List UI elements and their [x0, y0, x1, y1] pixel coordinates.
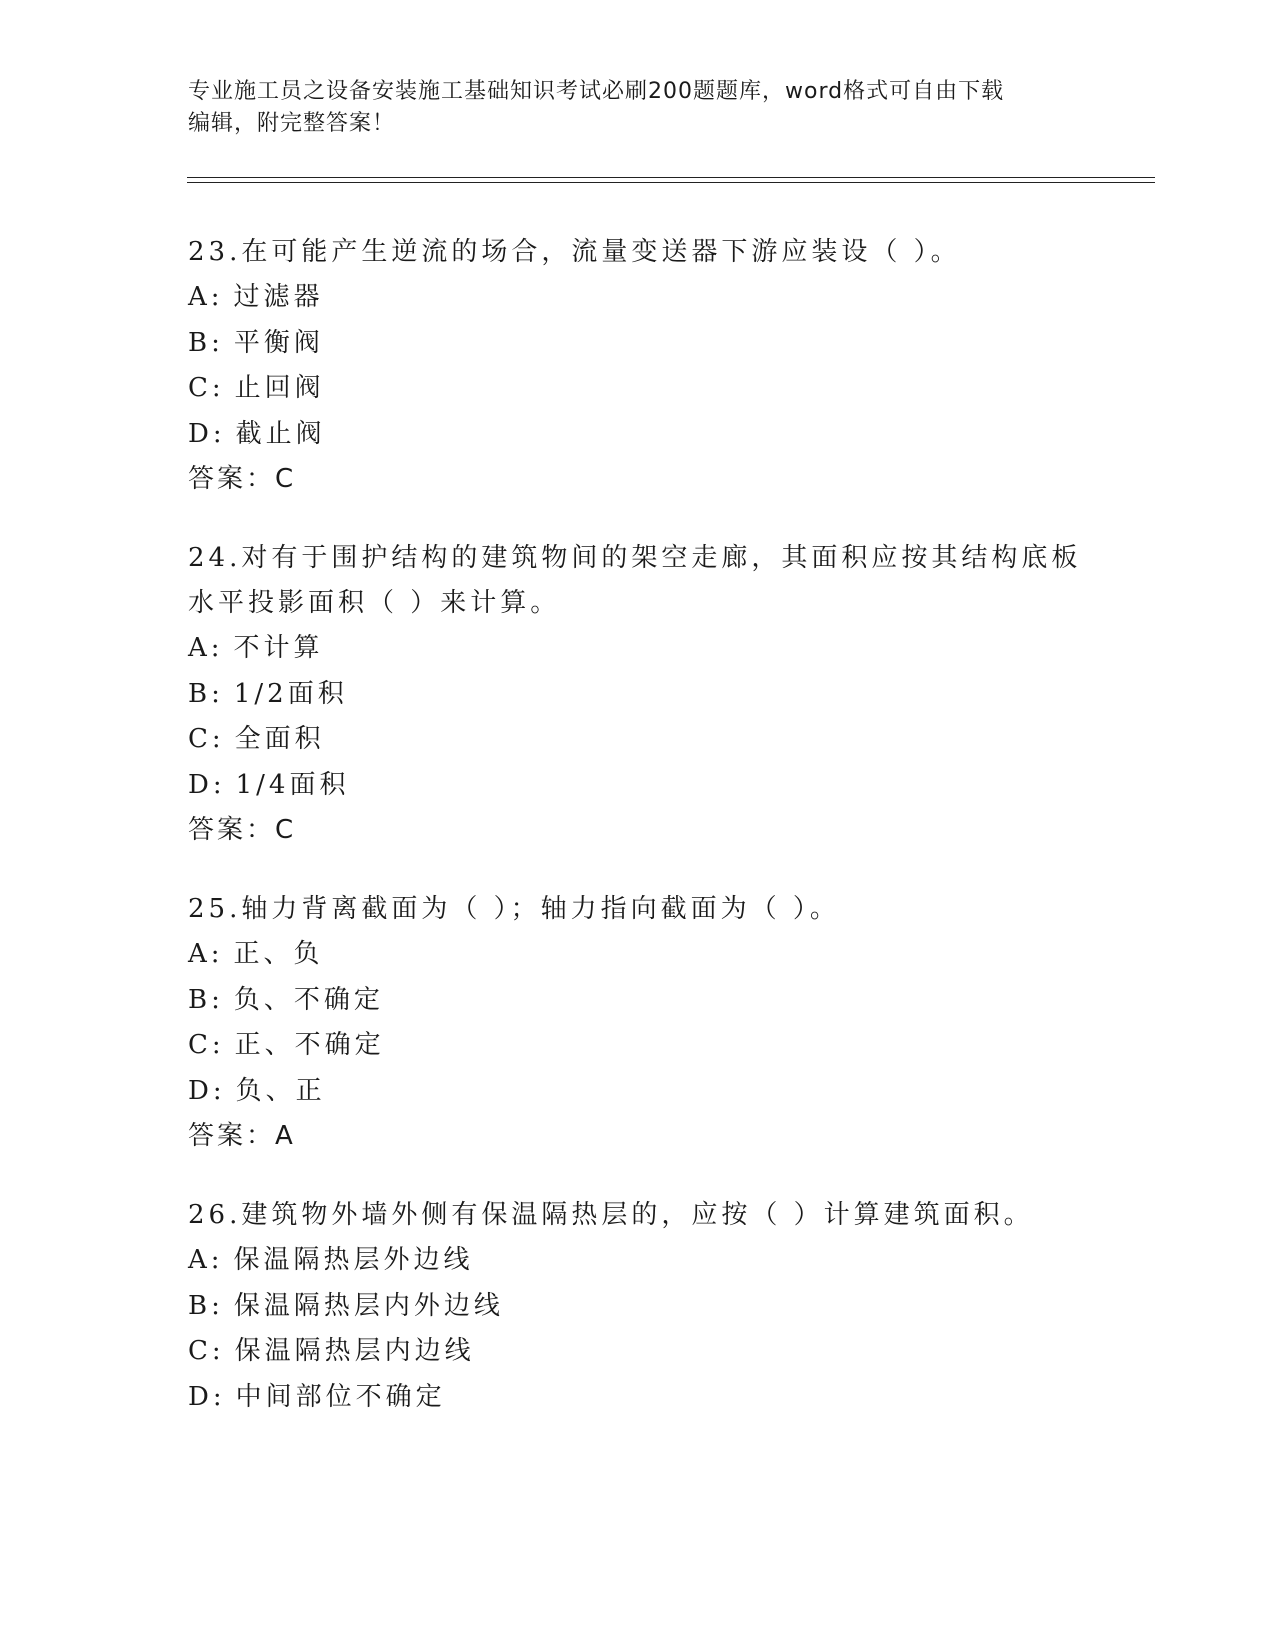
option-text: 保温隔热层内边线: [234, 1336, 475, 1366]
option-a: [188, 1238, 1088, 1284]
option-text: 保温隔热层内外边线: [233, 1290, 504, 1321]
option-d: [188, 1069, 1088, 1115]
question-23: [188, 230, 1088, 502]
option-text: 截止阀: [235, 418, 326, 449]
option-text: 正、负: [233, 939, 324, 969]
option-c: [188, 366, 1088, 412]
header-divider-top: [187, 177, 1155, 178]
header-title-line-1: 专业施工员之设备安装施工基础知识考试必刷200题题库，word格式可自由下载: [188, 79, 1005, 104]
option-text: 负、不确定: [233, 984, 384, 1015]
option-letter: C:: [188, 1030, 225, 1060]
option-letter: A:: [188, 282, 224, 312]
option-d: [188, 763, 1088, 809]
question-list: [188, 230, 1088, 1454]
question-stem: 25.轴力背离截面为（ ）；轴力指向截面为（ ）。: [188, 894, 840, 924]
option-text: 过滤器: [233, 282, 324, 312]
option-letter: A:: [188, 1245, 224, 1275]
option-letter: C:: [188, 373, 225, 403]
option-text: 平衡阀: [233, 327, 324, 358]
option-text: 中间部位不确定: [235, 1381, 446, 1412]
option-b: [188, 978, 1088, 1024]
header-title-line-2: 编辑，附完整答案！: [188, 111, 396, 136]
option-d: [188, 1375, 1088, 1421]
answer-line: 答案：C: [188, 464, 297, 494]
option-letter: C:: [188, 1336, 225, 1366]
option-b: [188, 1284, 1088, 1330]
document-header: [188, 76, 1088, 140]
option-text: 不计算: [233, 633, 324, 663]
option-a: [188, 932, 1088, 978]
option-text: 保温隔热层外边线: [233, 1245, 474, 1275]
question-24: [188, 536, 1088, 853]
question-stem: 26.建筑物外墙外侧有保温隔热层的，应按（ ）计算建筑面积。: [188, 1200, 1034, 1230]
option-text: 1/2面积: [233, 678, 348, 709]
header-divider-bottom: [187, 182, 1155, 183]
answer-line: 答案：A: [188, 1121, 296, 1151]
answer-line: 答案：C: [188, 815, 297, 845]
option-c: [188, 1329, 1088, 1375]
option-letter: C:: [188, 724, 225, 754]
question-stem: 23.在可能产生逆流的场合，流量变送器下游应装设（ ）。: [188, 237, 961, 267]
option-a: [188, 275, 1088, 321]
option-c: [188, 717, 1088, 763]
option-letter: B:: [188, 678, 224, 709]
option-d: [188, 412, 1088, 458]
option-text: 负、正: [235, 1075, 326, 1106]
option-text: 1/4面积: [235, 769, 350, 800]
option-text: 正、不确定: [234, 1030, 385, 1060]
option-letter: B:: [188, 327, 224, 358]
question-25: [188, 887, 1088, 1159]
option-letter: D:: [188, 1381, 226, 1412]
option-letter: D:: [188, 1075, 226, 1106]
option-letter: B:: [188, 1290, 224, 1321]
option-letter: D:: [188, 769, 226, 800]
question-26: [188, 1193, 1088, 1420]
option-letter: A:: [188, 633, 224, 663]
option-text: 止回阀: [234, 373, 325, 403]
option-text: 全面积: [234, 724, 325, 754]
option-a: [188, 626, 1088, 672]
option-letter: B:: [188, 984, 224, 1015]
question-stem: 24.对有于围护结构的建筑物间的架空走廊，其面积应按其结构底板水平投影面积（ ）来计算。: [188, 543, 1082, 618]
option-b: [188, 672, 1088, 718]
option-letter: D:: [188, 418, 226, 449]
option-letter: A:: [188, 939, 224, 969]
option-c: [188, 1023, 1088, 1069]
option-b: [188, 321, 1088, 367]
